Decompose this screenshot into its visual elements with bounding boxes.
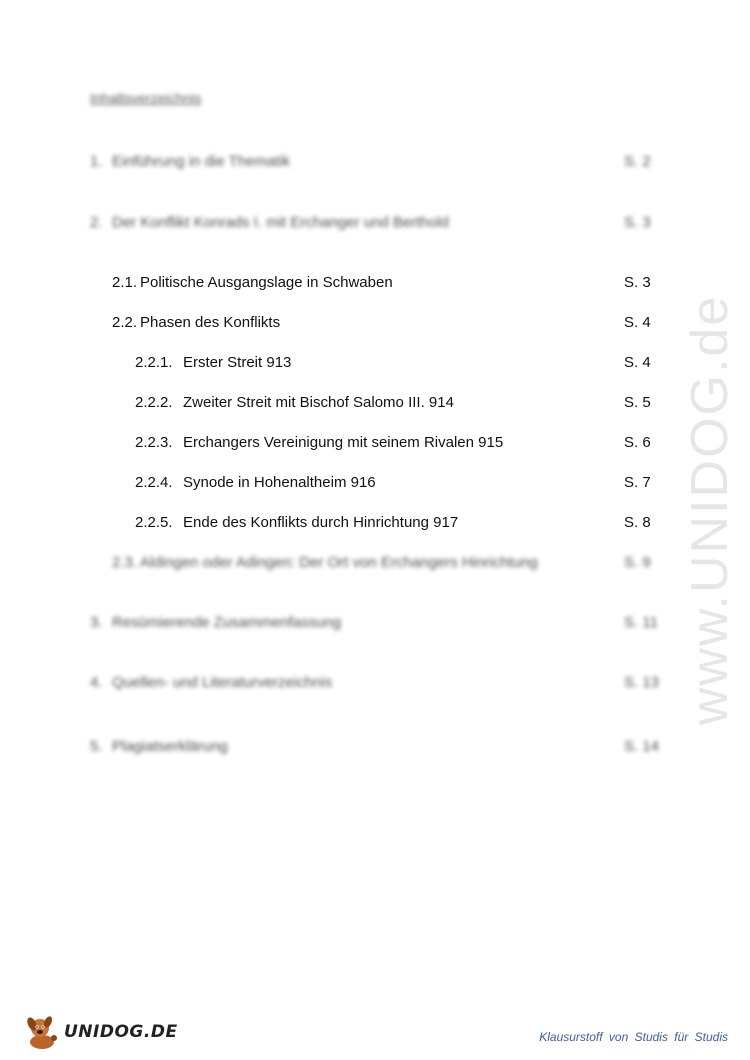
- toc-entry-label: Zweiter Streit mit Bischof Salomo III. 914: [183, 394, 454, 411]
- toc-entry-label: Aldingen oder Adingen: Der Ort von Erchangers Hinrichtung: [140, 554, 538, 571]
- toc-entry-label: Der Konflikt Konrads I. mit Erchanger und Berthold: [112, 214, 449, 231]
- toc-entry-label: Synode in Hohenaltheim 916: [183, 474, 376, 491]
- toc-entry: [0, 673, 750, 693]
- toc-entry-number: 2.1.: [112, 274, 138, 291]
- toc-entry-page: S. 14: [624, 738, 660, 755]
- logo-text: UNIDOG.DE: [64, 1022, 178, 1042]
- toc-entry-label: Erster Streit 913: [183, 354, 292, 371]
- toc-entry-number: 2.3.: [112, 554, 138, 571]
- toc-entry: [0, 152, 750, 172]
- toc-entry-label: Quellen- und Literaturverzeichnis: [112, 674, 333, 691]
- toc-entry-page: S. 6: [624, 434, 651, 451]
- toc-title: Inhaltsverzeichnis: [90, 90, 202, 106]
- toc-entry-number: 2.2.: [112, 314, 138, 331]
- toc-entry: [0, 553, 750, 573]
- toc-entry-number: 4.: [90, 674, 103, 691]
- toc-entry: [0, 313, 750, 333]
- toc-entry-label: Politische Ausgangslage in Schwaben: [140, 274, 393, 291]
- toc-entry-label: Resümierende Zusammenfassung: [112, 614, 342, 631]
- toc-entry-page: S. 5: [624, 394, 651, 411]
- unidog-logo[interactable]: [22, 1012, 178, 1052]
- footer-slogan: Klausurstoff von Studis für Studis: [539, 1030, 728, 1044]
- toc-entry-page: S. 11: [624, 614, 658, 631]
- toc-entry-number: 2.: [90, 214, 103, 231]
- toc-entry-page: S. 2: [624, 153, 651, 170]
- toc-entry: [0, 433, 750, 453]
- toc-entry-page: S. 7: [624, 474, 651, 491]
- toc-entry-number: 2.2.1.: [135, 354, 173, 371]
- toc-entry-number: 3.: [90, 614, 103, 631]
- toc-entry: [0, 273, 750, 293]
- toc-entry: [0, 393, 750, 413]
- toc-entry: [0, 353, 750, 373]
- toc-entry: [0, 737, 750, 757]
- toc-entry-page: S. 4: [624, 314, 651, 331]
- toc-entry: [0, 513, 750, 533]
- toc-entry-label: Phasen des Konflikts: [140, 314, 281, 331]
- toc-entry-page: S. 13: [624, 674, 660, 691]
- toc-entry: [0, 473, 750, 493]
- toc-entry-page: S. 8: [624, 514, 651, 531]
- toc-entry-label: Einführung in die Thematik: [112, 153, 291, 170]
- toc-entry-number: 2.2.2.: [135, 394, 173, 411]
- toc-entry-number: 2.2.3.: [135, 434, 173, 451]
- dog-mascot-icon: [22, 1012, 62, 1052]
- watermark: www.UNIDOG.de: [681, 294, 739, 726]
- toc-entry-label: Erchangers Vereinigung mit seinem Rivalen 915: [183, 434, 504, 451]
- toc-entry-page: S. 3: [624, 274, 651, 291]
- toc-entry-number: 2.2.5.: [135, 514, 173, 531]
- toc-entry-label: Plagiatserklärung: [112, 738, 228, 755]
- toc-entry-number: 5.: [90, 738, 103, 755]
- toc-entry-number: 1.: [90, 153, 103, 170]
- toc-entry-page: S. 9: [624, 554, 651, 571]
- toc-entry-page: S. 3: [624, 214, 651, 231]
- toc-entry: [0, 213, 750, 233]
- toc-entry-page: S. 4: [624, 354, 651, 371]
- toc-entry-number: 2.2.4.: [135, 474, 173, 491]
- toc-entry-label: Ende des Konflikts durch Hinrichtung 917: [183, 514, 459, 531]
- toc-entry: [0, 613, 750, 633]
